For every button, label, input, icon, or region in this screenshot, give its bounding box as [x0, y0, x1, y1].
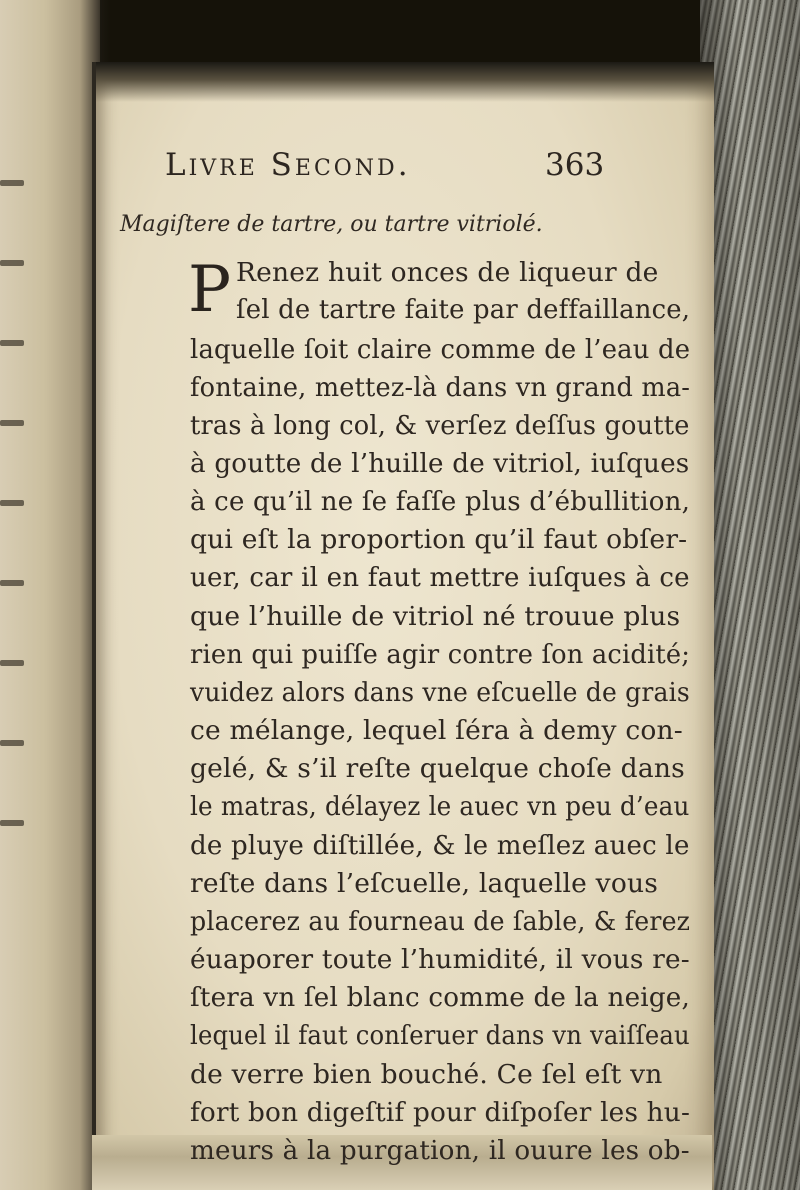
text-line: placerez au fourneau de ſable, & ferez — [190, 906, 691, 937]
ink-bleed-mark — [0, 580, 24, 586]
ink-bleed-mark — [0, 260, 24, 266]
ink-bleed-mark — [0, 740, 24, 746]
running-head — [165, 147, 625, 183]
ink-bleed-mark — [0, 180, 24, 186]
previous-page-edge — [0, 0, 100, 1190]
text-line: tras à long col, & verſez deſſus goutte — [190, 410, 690, 441]
text-line: meurs à la purgation, il ouure les ob- — [190, 1135, 690, 1166]
text-line: vuidez alors dans vne eſcuelle de grais — [190, 677, 690, 708]
text-line: qui eſt la proportion qu’il faut obſer- — [190, 524, 688, 555]
ink-bleed-mark — [0, 420, 24, 426]
text-line: de verre bien bouché. Ce ſel eſt vn — [190, 1059, 663, 1090]
ink-bleed-mark — [0, 500, 24, 506]
drop-cap: P — [188, 253, 232, 327]
ink-bleed-mark — [0, 340, 24, 346]
text-line: rien qui puiſſe agir contre ſon acidité; — [190, 639, 691, 670]
text-line: à goutte de l’huille de vitriol, iuſques — [190, 448, 690, 479]
text-line: laquelle ſoit claire comme de l’eau de — [190, 334, 691, 365]
text-line: ſtera vn ſel blanc comme de la neige, — [190, 982, 691, 1013]
text-line: fontaine, mettez-là dans vn grand ma- — [190, 372, 691, 403]
ink-bleed-mark — [0, 820, 24, 826]
text-line: de pluye diſtillée, & le meſlez auec le — [190, 830, 690, 861]
text-line: éuaporer toute l’humidité, il vous re- — [190, 944, 690, 975]
text-line: le matras, délayez le auec vn peu d’eau — [190, 791, 690, 822]
ink-bleed-mark — [0, 660, 24, 666]
page-number: 363 — [545, 147, 605, 183]
text-line: Renez huit onces de liqueur de — [236, 257, 659, 288]
running-head-title: Livre Second. — [165, 147, 411, 183]
text-line: ſel de tartre faite par deffaillance, — [236, 294, 691, 325]
section-title: Magiſtere de tartre, ou tartre vitriolé. — [120, 212, 543, 237]
text-line: ce mélange, lequel ſéra à demy con- — [190, 715, 683, 746]
text-line: uer, car il en faut mettre iuſques à ce — [190, 562, 690, 593]
text-line: que l’huille de vitriol né trouue plus — [190, 601, 681, 632]
text-line: reſte dans l’eſcuelle, laquelle vous — [190, 868, 659, 899]
text-line: fort bon digeſtif pour diſpoſer les hu- — [190, 1097, 691, 1128]
page-top-shadow — [96, 62, 714, 102]
page-edge-shadow — [700, 0, 800, 1190]
text-line: gelé, & s’il reſte quelque choſe dans — [190, 753, 685, 784]
text-line: lequel il faut conſeruer dans vn vaiſſeau — [190, 1020, 690, 1051]
text-line: à ce qu’il ne ſe faſſe plus d’ébullition, — [190, 486, 691, 517]
